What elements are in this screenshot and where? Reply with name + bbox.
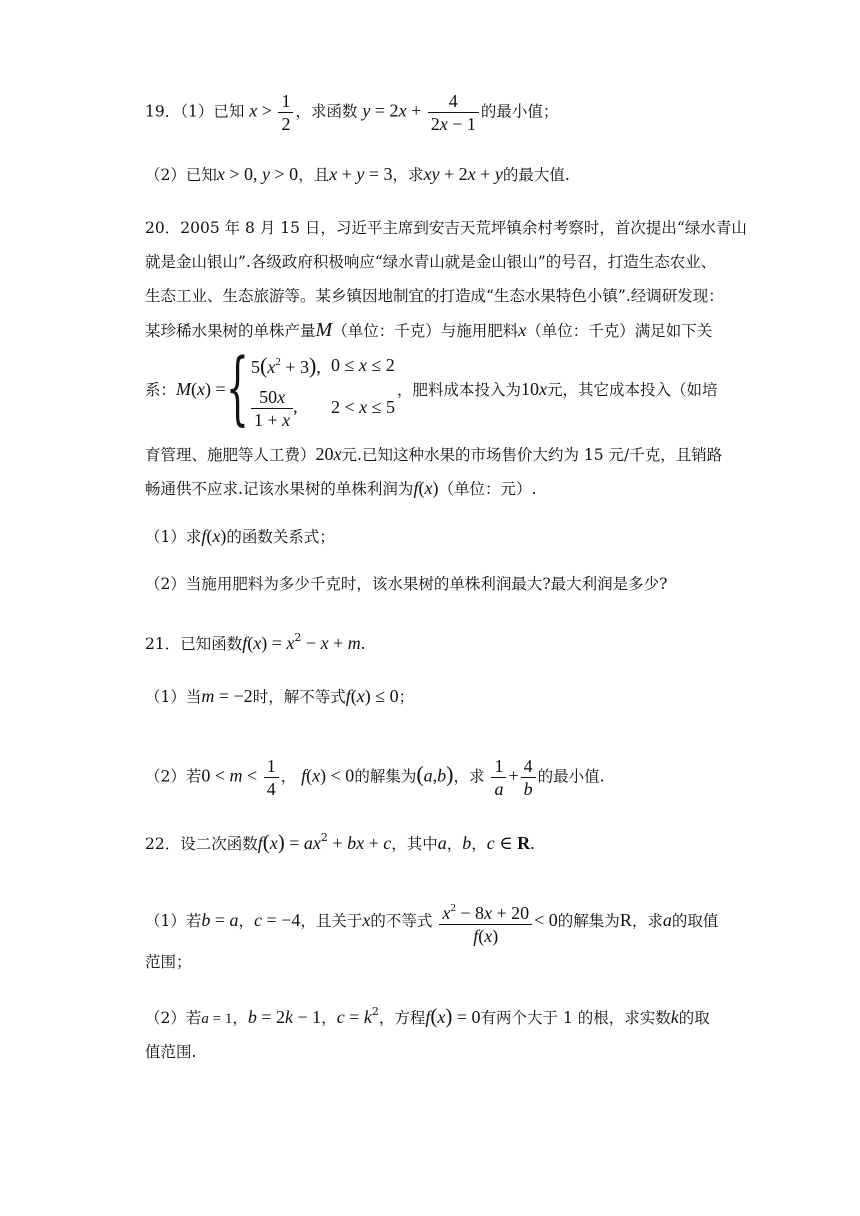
q22-part2-cont: 值范围. <box>145 1043 197 1061</box>
q20-line4: 某珍稀水果树的单株产量M（单位：千克）与施用肥料x（单位：千克）满足如下关 <box>145 319 713 341</box>
q20-part1: （1）求f(x)的函数关系式； <box>145 526 335 546</box>
q21-part2: （2）若0 < m < $\frac{1}{4}$ ， f(x) < 0的解集为(a,b)，求 $\frac{1}{a}$ + $\frac{4}{b}$ 的最小值. <box>145 756 605 799</box>
q19-part2: （2）已知x > 0, y > 0，且x + y = 3，求xy + 2x + y的最大值. <box>145 164 570 184</box>
q21-part1: （1）当m = −2时，解不等式f(x) ≤ 0； <box>145 686 415 706</box>
fraction-1-2: $\frac{1}{2}$ <box>278 90 293 135</box>
q20-line3: 生态工业、生态旅游等。某乡镇因地制宜的打造成“生态水果特色小镇”.经调研发现： <box>145 287 724 305</box>
q22-part1: （1）若b = a，c = −4，且关于x的不等式 $\frac{x^2 - 8x + 20}{f(x)}$ < 0的解集为R，求a的取值 <box>145 897 718 947</box>
q20-line7: 畅通供不应求.记该水果树的单株利润为f(x)（单位：元）. <box>145 478 537 498</box>
q20-line1: 20．2005 年 8 月 15 日，习近平主席到安吉天荒坪镇余村考察时，首次提出“绿水青山 <box>145 219 747 237</box>
q22-part2: （2）若a = 1，b = 2k − 1，$c = k^2$，方程f(x) = 0有两个大于 1 的根，求实数k的取 <box>145 1004 710 1028</box>
q20-line6: 育管理、施肥等人工费）20x元.已知这种水果的市场售价大约为 15 元/千克，且销路 <box>145 444 723 464</box>
q21-stem: 21．已知函数$f(x) = x^2 - x + m$. <box>145 631 366 653</box>
q20-part2: （2）当施用肥料为多少千克时，该水果树的单株利润最大?最大利润是多少? <box>145 575 668 593</box>
q22-part1-cont: 范围； <box>145 953 192 971</box>
q22-stem: 22．设二次函数$f(x) = ax^2$ + bx + c，其中a，b，c ∈ R. <box>145 830 535 854</box>
q20-line2: 就是金山银山”.各级政府积极响应“绿水青山就是金山银山”的号召，打造生态农业、 <box>145 253 717 271</box>
piecewise-function-M: 系：M(x) = { $5(x^2 + 3)$, 0 ≤ x ≤ 2 $\frac{50x}{1 + x}$ , 2 < x ≤ 5 ，肥料成本投入为10x元，其它成本投入（如培 <box>145 341 718 434</box>
fraction-4-over-2x-1: $\frac{4}{2x - 1}$ <box>428 90 479 135</box>
q19-part1: 19．（1）已知 x > $\frac{1}{2}$ ，求函数 y = 2x + $\frac{4}{2x - 1}$ 的最小值； <box>145 91 559 134</box>
